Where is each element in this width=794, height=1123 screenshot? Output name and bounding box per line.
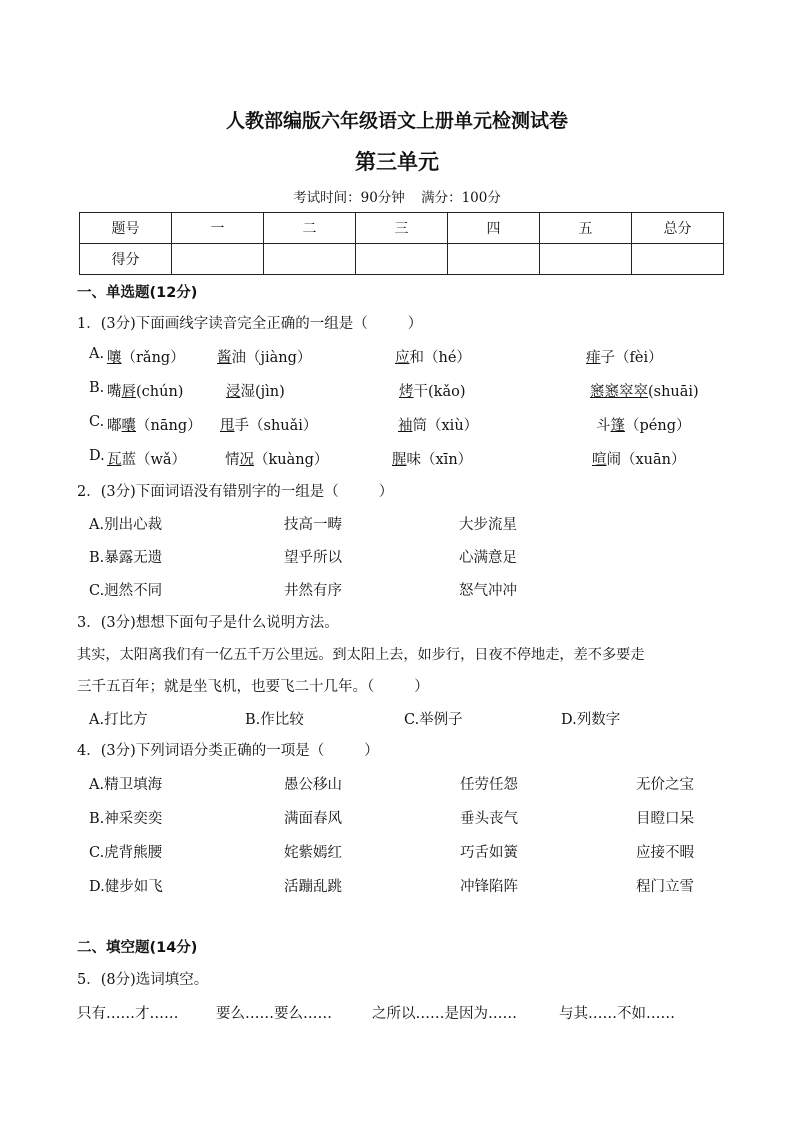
underlined-char: 况 [239, 452, 254, 468]
underlined-char: 瓦 [107, 452, 122, 468]
underlined-char: 嚷 [107, 350, 122, 366]
q4-option-a-4: 无价之宝 [636, 777, 694, 793]
q2-option-b-2: 望乎所以 [284, 550, 342, 566]
word-pre: 嘟 [107, 418, 122, 434]
score-blank-cell[interactable] [540, 244, 632, 275]
q1-option-b-item-1 [107, 380, 183, 401]
question-4-close: ） [364, 743, 379, 759]
word-post: 筒（xiù） [412, 418, 479, 434]
underlined-char: 窸窸窣窣 [590, 384, 648, 400]
underlined-char: 袖 [398, 418, 413, 434]
q1-option-c-item-4 [596, 414, 690, 435]
score-label-cell: 得分 [80, 244, 172, 275]
word-pre: 情 [225, 452, 240, 468]
word-post: 手（shuǎi） [234, 418, 318, 434]
q4-option-a-2: 愚公移山 [284, 777, 342, 793]
q4-option-a-1: A.精卫填海 [89, 777, 163, 793]
underlined-char: 浸 [226, 384, 241, 400]
q1-option-d-item-4 [592, 448, 686, 469]
question-2-stem [77, 480, 393, 501]
score-blank-cell[interactable] [172, 244, 264, 275]
score-blank-cell[interactable] [356, 244, 448, 275]
q4-option-c-1: C.虎背熊腰 [89, 845, 163, 861]
underlined-char: 囔 [121, 418, 136, 434]
underlined-char: 应 [395, 350, 410, 366]
word-post: 湿(jìn) [240, 384, 285, 400]
question-1-stem [77, 312, 422, 333]
word-post: 子（fèi） [600, 350, 663, 366]
q1-option-a-item-1 [107, 346, 185, 367]
q5-word-1: 只有……才…… [77, 1006, 179, 1022]
question-3-stem: 3．(3分)想想下面句子是什么说明方法。 [77, 615, 339, 631]
underlined-char: 酱 [217, 350, 232, 366]
q3-option-b: B.作比较 [245, 712, 304, 728]
q2-option-a-3: 大步流星 [459, 517, 517, 533]
score-cell: 一 [172, 213, 264, 244]
underlined-char: 甩 [220, 418, 235, 434]
score-cell: 四 [448, 213, 540, 244]
underlined-char: 腥 [392, 452, 407, 468]
underlined-char: 唇 [121, 384, 136, 400]
q4-option-d-3: 冲锋陷阵 [460, 879, 518, 895]
q4-option-b-1: B.神采奕奕 [89, 811, 163, 827]
q5-word-2: 要么……要么…… [216, 1006, 332, 1022]
q1-option-d-item-1 [107, 448, 186, 469]
score-cell: 总分 [632, 213, 724, 244]
q4-option-d-1: D.健步如飞 [89, 879, 163, 895]
word-post: (shuāi) [648, 384, 699, 400]
underlined-char: 烤 [399, 384, 414, 400]
word-post: （kuàng） [254, 452, 329, 468]
q1-option-a-item-3 [395, 346, 471, 367]
q2-option-b-3: 心满意足 [459, 550, 517, 566]
question-3-line2-text: 三千五百年；就是坐飞机，也要飞二十几年。（ [77, 679, 375, 695]
word-post: 蓝（wǎ） [121, 452, 187, 468]
q3-option-a: A.打比方 [89, 712, 148, 728]
score-cell: 三 [356, 213, 448, 244]
q4-option-d-4: 程门立雪 [636, 879, 694, 895]
q4-option-b-2: 满面春风 [284, 811, 342, 827]
q1-option-a-item-2 [217, 346, 311, 367]
q2-option-c-3: 怒气冲冲 [459, 583, 517, 599]
word-pre: 斗 [596, 418, 611, 434]
unit-title: 第三单元 [355, 150, 439, 174]
question-1-close: ） [407, 316, 423, 332]
q1-option-b-item-3 [399, 380, 465, 401]
question-3-passage-line-2 [77, 675, 429, 696]
q1-option-b-item-2 [226, 380, 285, 401]
q2-option-c-1: C.迥然不同 [89, 583, 163, 599]
question-3-passage-line-1: 其实，太阳离我们有一亿五千万公里远。到太阳上去，如步行，日夜不停地走，差不多要走 [77, 647, 645, 663]
word-pre: 嘴 [107, 384, 122, 400]
q5-word-4: 与其……不如…… [559, 1006, 675, 1022]
word-post: 油（jiàng） [231, 350, 312, 366]
q2-option-a-1: A.别出心裁 [89, 517, 163, 533]
word-post: （péng） [625, 418, 691, 434]
section-heading-1: 一、单选题(12分) [77, 285, 198, 301]
q1-option-a-label: A. [89, 346, 105, 362]
q2-option-a-2: 技高一畴 [284, 517, 342, 533]
score-table-header-row [80, 213, 724, 244]
question-1-text: 1．(3分)下面画线字读音完全正确的一组是（ [77, 316, 368, 332]
score-table [79, 212, 724, 275]
q4-option-c-3: 巧舌如簧 [460, 845, 518, 861]
q1-option-d-label: D. [89, 448, 105, 464]
q1-option-c-item-1 [107, 414, 202, 435]
score-blank-cell[interactable] [632, 244, 724, 275]
q4-option-b-3: 垂头丧气 [460, 811, 518, 827]
exam-full-score: 满分：100分 [421, 190, 501, 206]
question-4-stem [77, 739, 379, 760]
underlined-char: 篷 [610, 418, 625, 434]
word-post: 和（hé） [409, 350, 471, 366]
exam-title: 人教部编版六年级语文上册单元检测试卷 [225, 110, 568, 132]
question-2-close: ） [378, 484, 394, 500]
q3-option-d: D.列数字 [561, 712, 621, 728]
word-post: （rǎng） [121, 350, 185, 366]
q1-option-a-item-4 [586, 346, 663, 367]
q4-option-c-2: 姹紫嫣红 [284, 845, 342, 861]
q4-option-d-2: 活蹦乱跳 [284, 879, 342, 895]
q4-option-a-3: 任劳任怨 [460, 777, 518, 793]
word-post: 干(kǎo) [413, 384, 466, 400]
word-post: (chún) [136, 384, 184, 400]
q1-option-c-item-3 [398, 414, 478, 435]
question-3-close: ） [414, 679, 429, 695]
word-post: （nāng） [136, 418, 202, 434]
score-cell: 二 [264, 213, 356, 244]
score-table-score-row [80, 244, 724, 275]
section-heading-2: 二、填空题(14分) [77, 940, 198, 956]
q4-option-c-4: 应接不暇 [636, 845, 694, 861]
q1-option-c-item-2 [220, 414, 317, 435]
q1-option-b-label: B. [89, 380, 105, 396]
exam-time: 考试时间：90分钟 [293, 190, 405, 206]
q2-option-c-2: 井然有序 [284, 583, 342, 599]
question-2-text: 2．(3分)下面词语没有错别字的一组是（ [77, 484, 339, 500]
question-5-stem: 5．(8分)选词填空。 [77, 972, 209, 988]
underlined-char: 痱 [586, 350, 601, 366]
q4-option-b-4: 目瞪口呆 [636, 811, 694, 827]
score-blank-cell[interactable] [264, 244, 356, 275]
q1-option-b-item-4 [590, 380, 699, 401]
score-cell: 题号 [80, 213, 172, 244]
score-cell: 五 [540, 213, 632, 244]
q3-option-c: C.举例子 [404, 712, 463, 728]
question-4-text: 4．(3分)下列词语分类正确的一项是（ [77, 743, 325, 759]
q1-option-d-item-2 [225, 448, 328, 469]
word-post: 味（xīn） [406, 452, 473, 468]
q1-option-c-label: C. [89, 414, 105, 430]
score-blank-cell[interactable] [448, 244, 540, 275]
q1-option-d-item-3 [392, 448, 472, 469]
q5-word-3: 之所以……是因为…… [372, 1006, 517, 1022]
underlined-char: 喧 [592, 452, 607, 468]
exam-meta [0, 186, 794, 206]
q2-option-b-1: B.暴露无遗 [89, 550, 163, 566]
word-post: 闹（xuān） [606, 452, 686, 468]
